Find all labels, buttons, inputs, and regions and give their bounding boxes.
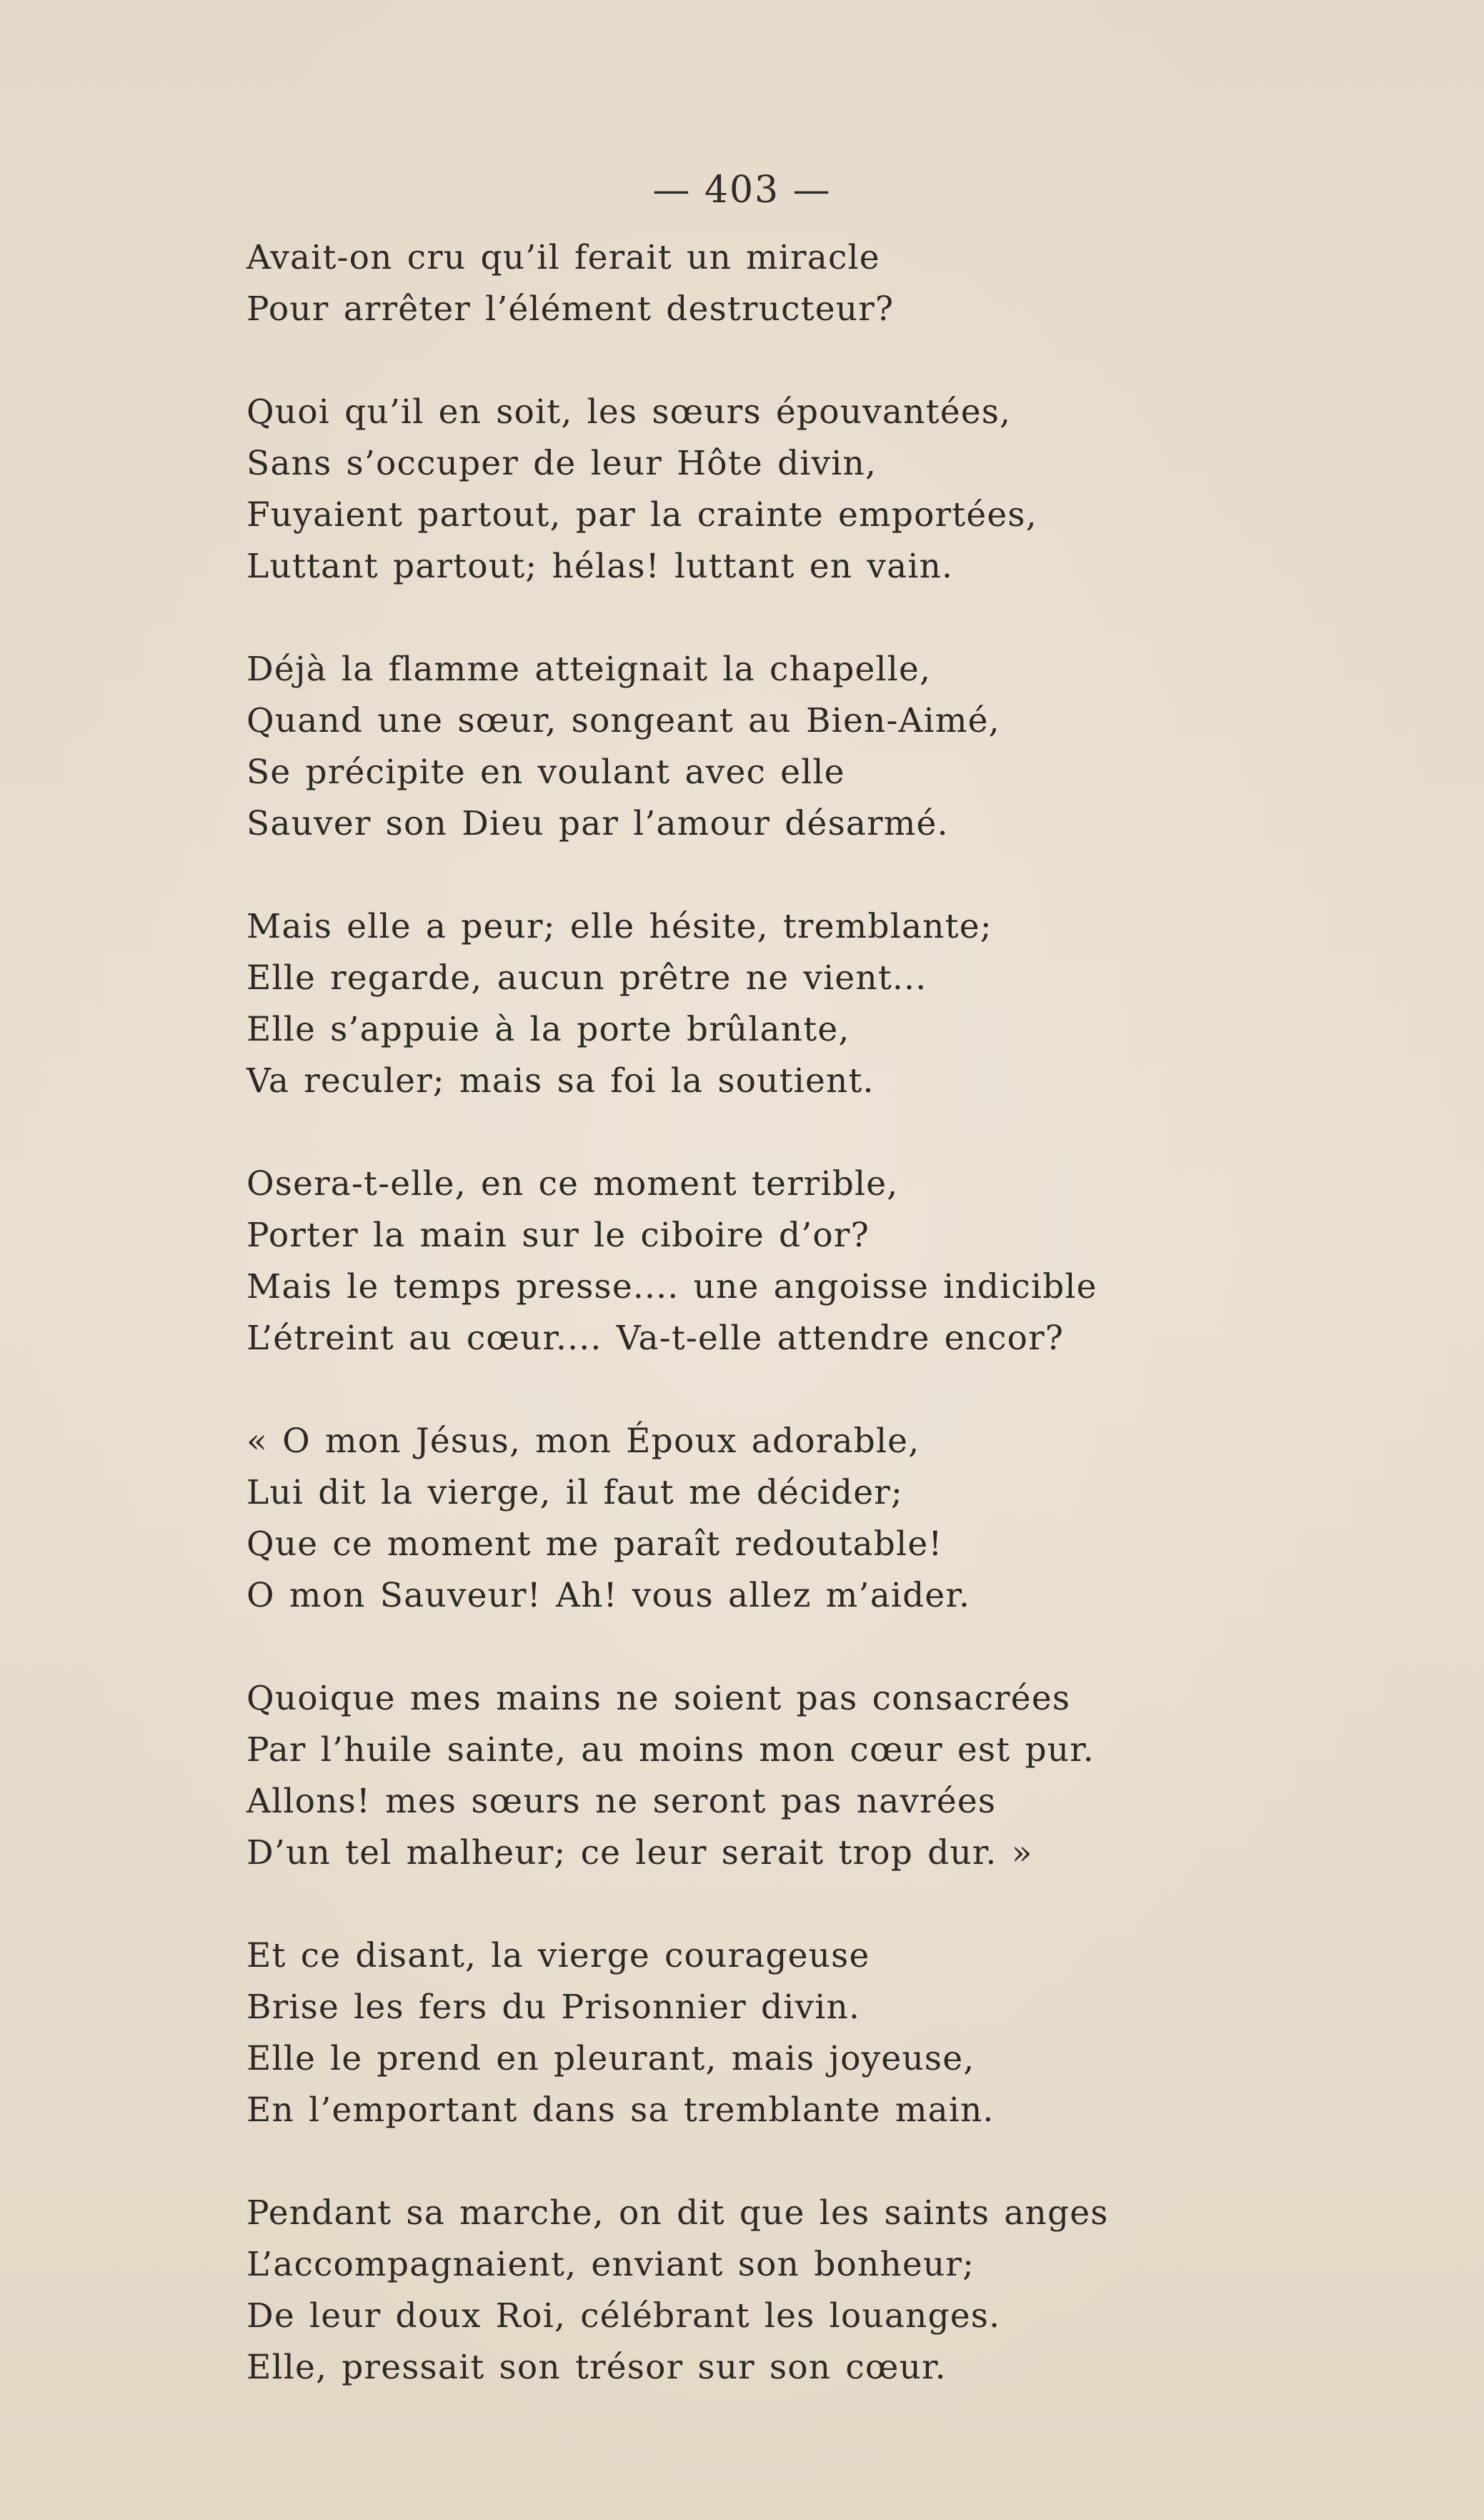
stanza-2 bbox=[246, 387, 1390, 592]
stanza-8 bbox=[246, 1930, 1390, 2136]
poem-line: Brise les fers du Prisonnier divin. bbox=[246, 1988, 861, 2027]
poem-line: O mon Sauveur! Ah! vous allez m’aider. bbox=[246, 1576, 971, 1615]
poem-line: Quand une sœur, songeant au Bien-Aimé, bbox=[246, 701, 1000, 740]
poem-line: Luttant partout; hélas! luttant en vain. bbox=[246, 547, 954, 586]
page-number: — 403 — bbox=[652, 169, 832, 212]
poem-line: Que ce moment me paraît redoutable! bbox=[246, 1524, 943, 1564]
poem-line: Elle le prend en pleurant, mais joyeuse, bbox=[246, 2039, 975, 2078]
stanza-6 bbox=[246, 1416, 1390, 1622]
poem-line: Allons! mes sœurs ne seront pas navrées bbox=[246, 1782, 997, 1821]
poem-line: Et ce disant, la vierge courageuse bbox=[246, 1936, 870, 1975]
poem-line: L’étreint au cœur.... Va-t-elle attendre encor? bbox=[246, 1319, 1065, 1358]
poem-line: En l’emportant dans sa tremblante main. bbox=[246, 2090, 995, 2130]
poem-line: Fuyaient partout, par la crainte emportées, bbox=[246, 495, 1037, 535]
poem-line: De leur doux Roi, célébrant les louanges. bbox=[246, 2296, 1001, 2336]
poem-line: Par l’huile sainte, au moins mon cœur est pur. bbox=[246, 1730, 1095, 1770]
stanza-4 bbox=[246, 901, 1390, 1107]
poem-line: Va reculer; mais sa foi la soutient. bbox=[246, 1061, 875, 1101]
poem-line: Sans s’occuper de leur Hôte divin, bbox=[246, 444, 877, 483]
poem-line: Mais elle a peur; elle hésite, tremblante; bbox=[246, 907, 992, 946]
poem-line: Elle regarde, aucun prêtre ne vient... bbox=[246, 958, 927, 998]
poem-body bbox=[246, 232, 1390, 2445]
poem-line: Osera-t-elle, en ce moment terrible, bbox=[246, 1164, 899, 1204]
poem-line: Quoi qu’il en soit, les sœurs épouvantées, bbox=[246, 392, 1012, 432]
stanza-9 bbox=[246, 2188, 1390, 2393]
poem-line: Quoique mes mains ne soient pas consacrées bbox=[246, 1679, 1071, 1718]
poem-line: D’un tel malheur; ce leur serait trop dur. » bbox=[246, 1833, 1033, 1872]
poem-line: Elle, pressait son trésor sur son cœur. bbox=[246, 2348, 947, 2387]
poem-line: Pour arrêter l’élément destructeur? bbox=[246, 289, 895, 329]
poem-line: L’accompagnaient, enviant son bonheur; bbox=[246, 2245, 975, 2284]
poem-line: Se précipite en voulant avec elle bbox=[246, 753, 845, 792]
stanza-1 bbox=[246, 232, 1390, 335]
poem-line: Lui dit la vierge, il faut me décider; bbox=[246, 1473, 903, 1512]
stanza-7 bbox=[246, 1673, 1390, 1879]
poem-line: Déjà la flamme atteignait la chapelle, bbox=[246, 650, 932, 689]
poem-line: « O mon Jésus, mon Époux adorable, bbox=[246, 1422, 920, 1461]
poem-line: Porter la main sur le ciboire d’or? bbox=[246, 1216, 870, 1255]
poem-line: Avait-on cru qu’il ferait un miracle bbox=[246, 238, 880, 277]
poem-line: Elle s’appuie à la porte brûlante, bbox=[246, 1010, 850, 1049]
poem-line: Mais le temps presse.... une angoisse indicible bbox=[246, 1267, 1097, 1306]
poem-line: Pendant sa marche, on dit que les saints anges bbox=[246, 2193, 1109, 2233]
stanza-3 bbox=[246, 644, 1390, 850]
stanza-5 bbox=[246, 1159, 1390, 1364]
poem-line: Sauver son Dieu par l’amour désarmé. bbox=[246, 804, 949, 843]
